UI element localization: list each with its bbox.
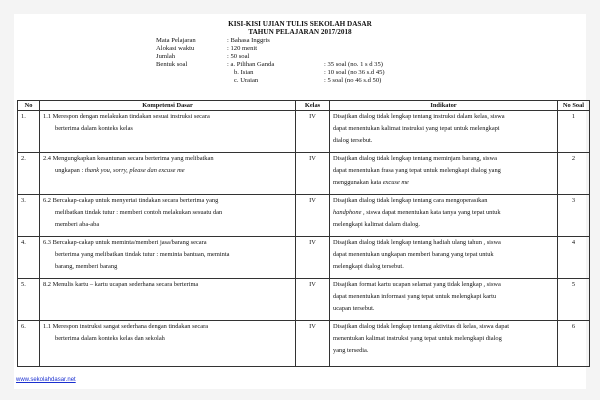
ind-line: yang tersedia.: [333, 347, 369, 354]
row-kompetensi: [40, 279, 296, 321]
row-no-soal: 1: [558, 111, 590, 153]
mapel-label: Mata Pelajaran: [156, 37, 196, 44]
row-kompetensi: [40, 111, 296, 153]
ind-line: Disajikan dialog tidak lengkap tentang instruksi dalam kelas, siswa: [333, 113, 505, 120]
jumlah-label: Jumlah: [156, 53, 176, 60]
table-row: [18, 321, 590, 367]
row-indikator: [330, 237, 558, 279]
row-kelas: IV: [296, 279, 330, 321]
ind-text: , siswa dapat menentukan kata tanya yang tepat untuk: [361, 209, 501, 216]
kd-text: ungkapan :: [55, 167, 85, 174]
row-no-soal: 3: [558, 195, 590, 237]
ind-line: dapat menentukan kalimat instruksi yang tepat untuk melengkapi: [333, 125, 500, 132]
ind-text: menggunakan kata: [333, 179, 383, 186]
ind-line: [333, 207, 554, 219]
header-no: No: [18, 101, 40, 111]
kd-line: 6.2 Bercakap-cakap untuk menyertai tindakan secara berterima yang: [43, 197, 219, 204]
header-indikator: Indikator: [330, 101, 558, 111]
ind-line: Disajikan dialog tidak lengkap tentang aktivitas di kelas, siswa dapat: [333, 323, 510, 330]
ind-line: Disajikan dialog tidak lengkap tentang hadiah ulang tahun , siswa: [333, 239, 501, 246]
kd-line: barang, memberi barang: [55, 263, 118, 270]
ind-line: menentukan kalimat instruksi yang tepat untuk melengkapi dialog: [333, 335, 502, 342]
row-kompetensi: [40, 321, 296, 367]
bentuk-c-count: : 5 soal (no 46 s.d 50): [324, 77, 382, 84]
bentuk-label: Bentuk soal: [156, 61, 188, 68]
ind-line: dapat menentukan ungkapan memberi barang yang tepat untuk: [333, 251, 494, 258]
footer-link[interactable]: www.sekolahdasar.net: [16, 377, 76, 383]
bentuk-b-count: : 10 soal (no 36 s.d 45): [324, 69, 385, 76]
ind-italic: excuse me: [382, 179, 409, 186]
kd-line: [43, 165, 292, 177]
row-no-soal: 4: [558, 237, 590, 279]
row-kompetensi: [40, 153, 296, 195]
kd-line: 1.1 Merespon dengan melakukan tindakan sesuai instruksi secara: [43, 113, 210, 120]
row-no-soal: 6: [558, 321, 590, 367]
bentuk-c: c. Uraian: [234, 77, 259, 84]
ind-line: Disajikan dialog tidak lengkap tentang meminjam barang, siswa: [333, 155, 497, 162]
bentuk-a-count: : 35 soal (no. 1 s d 35): [324, 61, 383, 68]
alokasi-label: Alokasi waktu: [156, 45, 195, 52]
alokasi-value: : 120 menit: [227, 45, 258, 52]
table-row: [18, 195, 590, 237]
ind-line: dapat menentukan frasa yang tepat untuk melengkapi dialog yang: [333, 167, 501, 174]
kd-line: memberi aba-aba: [55, 221, 100, 228]
row-kelas: IV: [296, 111, 330, 153]
header-kelas: Kelas: [296, 101, 330, 111]
header-kompetensi: Kompetensi Dasar: [40, 101, 296, 111]
ind-line: dapat menentukan informasi yang tepat untuk melengkapi kartu: [333, 293, 497, 300]
ind-italic: handphone: [333, 209, 362, 216]
ind-line: ucapan tersebut.: [333, 305, 375, 312]
row-kompetensi: [40, 237, 296, 279]
title-line-1: KISI-KISI UJIAN TULIS SEKOLAH DASAR: [228, 20, 372, 28]
row-indikator: [330, 279, 558, 321]
table-row: [18, 237, 590, 279]
row-kelas: IV: [296, 153, 330, 195]
kd-line: 2.4 Mengungkapkan kesantunan secara berterima yang melibatkan: [43, 155, 214, 162]
bentuk-a: : a. Pilihan Ganda: [227, 61, 275, 68]
row-indikator: [330, 153, 558, 195]
ind-line: melengkapi kalimat dalam dialog.: [333, 221, 420, 228]
kd-line: berterima dalam konteks kelas dan sekolah: [55, 335, 165, 342]
title-line-2: TAHUN PELAJARAN 2017/2018: [248, 28, 352, 36]
table-row: [18, 153, 590, 195]
row-kompetensi: [40, 195, 296, 237]
kd-line: 6.3 Bercakap-cakap untuk meminta/memberi jasa/barang secara: [43, 239, 207, 246]
row-indikator: [330, 321, 558, 367]
ind-line: melengkapi dialog tersebut.: [333, 263, 404, 270]
row-no: 4.: [18, 237, 40, 279]
mapel-value: : Bahasa Inggris: [227, 37, 270, 44]
kd-line: 1.1 Merespon instruksi sangat sederhana dengan tindakan secara: [43, 323, 209, 330]
row-no: 3.: [18, 195, 40, 237]
ind-line: Disajikan dialog tidak lengkap tentang cara mengoperasikan: [333, 197, 488, 204]
jumlah-value: : 50 soal: [227, 53, 250, 60]
row-indikator: [330, 111, 558, 153]
row-no-soal: 5: [558, 279, 590, 321]
row-kelas: IV: [296, 195, 330, 237]
row-no: 2.: [18, 153, 40, 195]
row-kelas: IV: [296, 321, 330, 367]
row-no-soal: 2: [558, 153, 590, 195]
kd-line: berterima dalam konteks kelas: [55, 125, 133, 132]
bentuk-b: b. Isian: [234, 69, 254, 76]
row-no: 1.: [18, 111, 40, 153]
header-no-soal: No Soal: [558, 101, 590, 111]
exam-meta: [156, 37, 576, 85]
row-indikator: [330, 195, 558, 237]
kd-line: 8.2 Menulis kartu – kartu ucapan sederhana secara berterima: [43, 281, 199, 288]
kd-line: melibatkan tindak tutur : memberi contoh melakukan sesuatu dan: [55, 209, 223, 216]
row-no: 5.: [18, 279, 40, 321]
ind-line: dialog tersebut.: [333, 137, 373, 144]
row-no: 6.: [18, 321, 40, 367]
ind-line: Disajikan format kartu ucapan selamat yang tidak lengkap , siswa: [333, 281, 501, 288]
document-title: [0, 20, 600, 36]
kd-expressions: thank you, sorry, please dan excuse me: [84, 167, 185, 174]
table-header-row: [18, 101, 590, 111]
kd-line: berterima yang melibatkan tindak tutur : meminta bantuan, meminta: [55, 251, 230, 258]
table-row: [18, 111, 590, 153]
row-kelas: IV: [296, 237, 330, 279]
ind-line: [333, 177, 554, 189]
kisi-kisi-table: [17, 100, 590, 367]
table-row: [18, 279, 590, 321]
